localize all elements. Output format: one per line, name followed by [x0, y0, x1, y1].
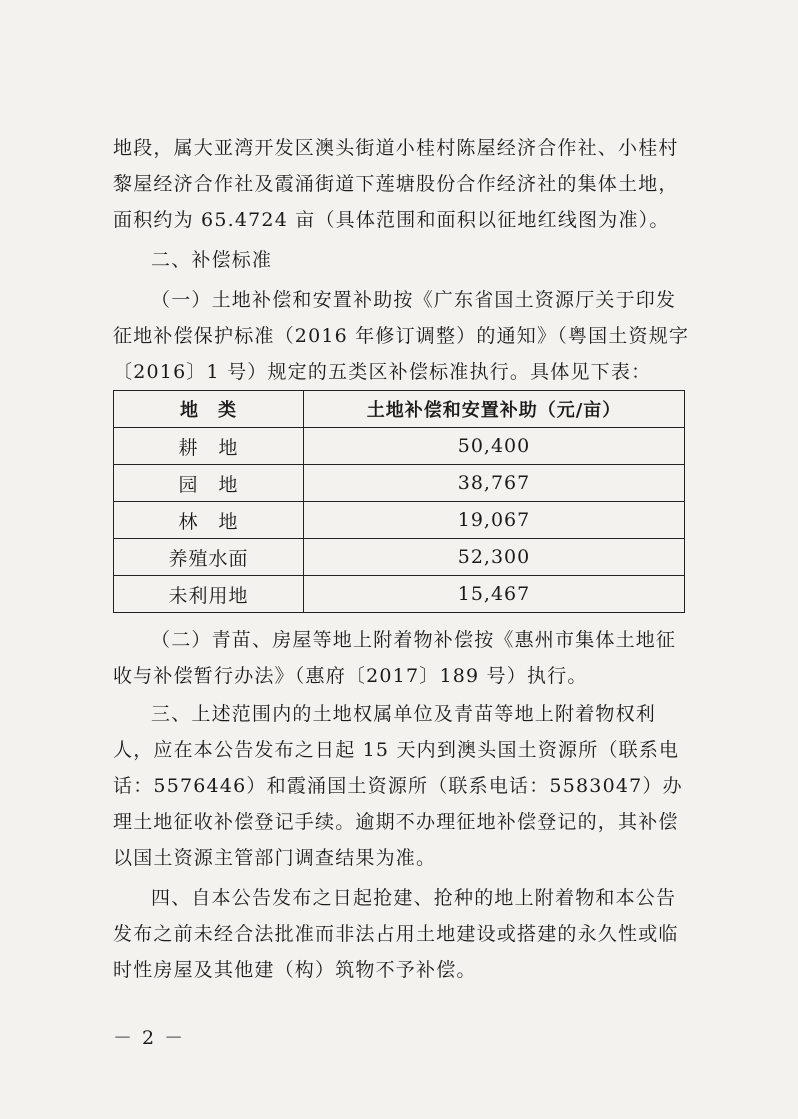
table-row — [114, 502, 685, 539]
paragraph-crop-compensation: （二）青苗、房屋等地上附着物补偿按《惠州市集体土地征收与补偿暂行办法》（惠府〔2017〕189 号）执行。 — [113, 629, 677, 687]
page-number: － 2 － — [113, 1027, 186, 1049]
table-header-compensation: 土地补偿和安置补助（元/亩） — [304, 391, 685, 428]
compensation-table — [113, 390, 685, 613]
table-cell-amount: 50,400 — [304, 428, 685, 465]
table-cell-amount: 52,300 — [304, 539, 685, 576]
paragraph-land-location: 地段，属大亚湾开发区澳头街道小桂村陈屋经济合作社、小桂村黎屋经济合作社及霞涌街道下莲塘股份合作经济社的集体土地，面积约为 65.4724 亩（具体范围和面积以征地红线图为准）。 — [113, 137, 679, 231]
table-cell-land-type: 养殖水面 — [114, 539, 304, 576]
table-cell-amount: 19,067 — [304, 502, 685, 539]
paragraph-registration-notice: 三、上述范围内的土地权属单位及青苗等地上附着物权利人，应在本公告发布之日起 15 天内到澳头国土资源所（联系电话：5576446）和霞涌国土资源所（联系电话：5583047）办理土地征收补偿登记手续。逾期不办理征地补偿登记的，其补偿以国土资源主管部门调查结果为准。 — [113, 703, 683, 869]
paragraph-no-compensation: 四、自本公告发布之日起抢建、抢种的地上附着物和本公告发布之前未经合法批准而非法占用土地建设或搭建的永久性或临时性房屋及其他建（构）筑物不予补偿。 — [113, 887, 679, 981]
paragraph-land-compensation-basis: （一）土地补偿和安置补助按《广东省国土资源厅关于印发征地补偿保护标准（2016 年修订调整）的通知》（粤国土资规字〔2016〕1 号）规定的五类区补偿标准执行。具体见下表： — [113, 289, 690, 383]
table-cell-land-type: 林 地 — [114, 502, 304, 539]
section-heading-compensation-standard: 二、补偿标准 — [151, 249, 273, 271]
table-cell-amount: 38,767 — [304, 465, 685, 502]
table-cell-land-type: 园 地 — [114, 465, 304, 502]
table-row — [114, 465, 685, 502]
table-cell-amount: 15,467 — [304, 576, 685, 613]
table-header-land-type: 地 类 — [114, 391, 304, 428]
table-header-row — [114, 391, 685, 428]
table-cell-land-type: 未利用地 — [114, 576, 304, 613]
table-row — [114, 539, 685, 576]
table-row — [114, 576, 685, 613]
table-row — [114, 428, 685, 465]
table-cell-land-type: 耕 地 — [114, 428, 304, 465]
